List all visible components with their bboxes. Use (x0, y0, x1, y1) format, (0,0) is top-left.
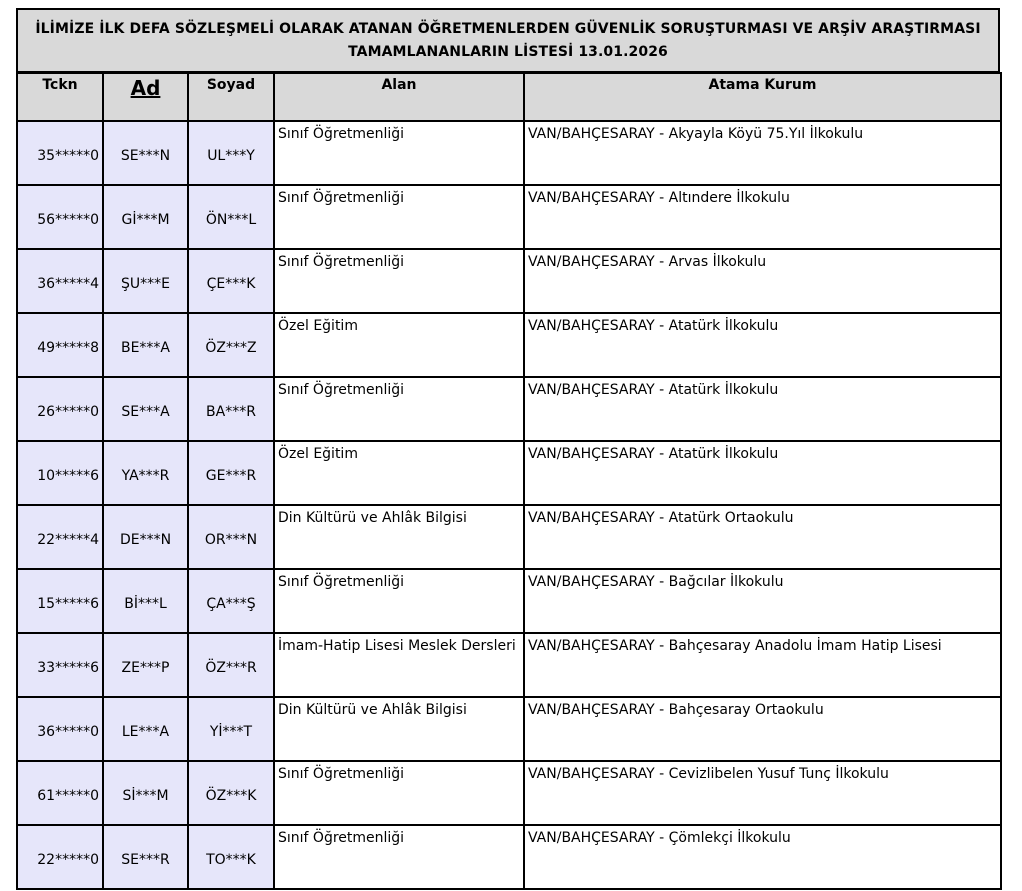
cell-alan: Özel Eğitim (274, 313, 524, 377)
cell-soyad: ÖZ***K (188, 761, 274, 825)
table-row (17, 185, 1001, 249)
cell-tckn: 36*****4 (17, 249, 103, 313)
cell-atama-kurum: VAN/BAHÇESARAY - Akyayla Köyü 75.Yıl İlkokulu (524, 121, 1001, 185)
cell-alan: Din Kültürü ve Ahlâk Bilgisi (274, 697, 524, 761)
teacher-list-table (16, 72, 1002, 890)
cell-ad: SE***A (103, 377, 188, 441)
table-row (17, 505, 1001, 569)
document-title (16, 8, 1000, 72)
cell-soyad: TO***K (188, 825, 274, 889)
cell-ad: Gİ***M (103, 185, 188, 249)
cell-soyad: GE***R (188, 441, 274, 505)
cell-atama-kurum: VAN/BAHÇESARAY - Atatürk Ortaokulu (524, 505, 1001, 569)
table-row (17, 377, 1001, 441)
header-soyad: Soyad (188, 73, 274, 121)
cell-atama-kurum: VAN/BAHÇESARAY - Çömlekçi İlkokulu (524, 825, 1001, 889)
cell-atama-kurum: VAN/BAHÇESARAY - Arvas İlkokulu (524, 249, 1001, 313)
cell-atama-kurum: VAN/BAHÇESARAY - Bağcılar İlkokulu (524, 569, 1001, 633)
cell-soyad: ÖN***L (188, 185, 274, 249)
title-line-1: İLİMİZE İLK DEFA SÖZLEŞMELİ OLARAK ATANAN ÖĞRETMENLERDEN GÜVENLİK SORUŞTURMASI VE ARŞİV ARAŞTIRMASI (35, 20, 981, 37)
cell-alan: Sınıf Öğretmenliği (274, 249, 524, 313)
cell-alan: Din Kültürü ve Ahlâk Bilgisi (274, 505, 524, 569)
cell-atama-kurum: VAN/BAHÇESARAY - Bahçesaray Ortaokulu (524, 697, 1001, 761)
cell-atama-kurum: VAN/BAHÇESARAY - Atatürk İlkokulu (524, 377, 1001, 441)
cell-atama-kurum: VAN/BAHÇESARAY - Atatürk İlkokulu (524, 313, 1001, 377)
cell-tckn: 22*****4 (17, 505, 103, 569)
cell-atama-kurum: VAN/BAHÇESARAY - Bahçesaray Anadolu İmam Hatip Lisesi (524, 633, 1001, 697)
cell-soyad: UL***Y (188, 121, 274, 185)
cell-soyad: ÇA***Ş (188, 569, 274, 633)
cell-tckn: 26*****0 (17, 377, 103, 441)
cell-tckn: 10*****6 (17, 441, 103, 505)
document-sheet (16, 8, 1000, 890)
cell-tckn: 22*****0 (17, 825, 103, 889)
cell-ad: DE***N (103, 505, 188, 569)
cell-alan: Sınıf Öğretmenliği (274, 377, 524, 441)
cell-atama-kurum: VAN/BAHÇESARAY - Atatürk İlkokulu (524, 441, 1001, 505)
title-line-2: TAMAMLANANLARIN LİSTESİ 13.01.2026 (348, 43, 668, 60)
cell-tckn: 33*****6 (17, 633, 103, 697)
cell-alan: Sınıf Öğretmenliği (274, 761, 524, 825)
table-row (17, 825, 1001, 889)
header-tckn: Tckn (17, 73, 103, 121)
cell-ad: SE***R (103, 825, 188, 889)
table-row (17, 761, 1001, 825)
cell-tckn: 61*****0 (17, 761, 103, 825)
table-header-row (17, 73, 1001, 121)
table-row (17, 121, 1001, 185)
cell-tckn: 36*****0 (17, 697, 103, 761)
cell-alan: İmam-Hatip Lisesi Meslek Dersleri (274, 633, 524, 697)
cell-ad: SE***N (103, 121, 188, 185)
cell-alan: Sınıf Öğretmenliği (274, 121, 524, 185)
cell-alan: Sınıf Öğretmenliği (274, 825, 524, 889)
cell-atama-kurum: VAN/BAHÇESARAY - Altındere İlkokulu (524, 185, 1001, 249)
table-row (17, 313, 1001, 377)
cell-atama-kurum: VAN/BAHÇESARAY - Cevizlibelen Yusuf Tunç İlkokulu (524, 761, 1001, 825)
cell-soyad: Yİ***T (188, 697, 274, 761)
header-alan: Alan (274, 73, 524, 121)
header-ad: Ad (103, 73, 188, 121)
cell-ad: ZE***P (103, 633, 188, 697)
table-row (17, 249, 1001, 313)
table-row (17, 441, 1001, 505)
header-atama-kurum: Atama Kurum (524, 73, 1001, 121)
cell-ad: ŞU***E (103, 249, 188, 313)
cell-tckn: 35*****0 (17, 121, 103, 185)
cell-tckn: 49*****8 (17, 313, 103, 377)
cell-ad: Sİ***M (103, 761, 188, 825)
cell-tckn: 56*****0 (17, 185, 103, 249)
cell-soyad: OR***N (188, 505, 274, 569)
cell-soyad: BA***R (188, 377, 274, 441)
cell-ad: YA***R (103, 441, 188, 505)
cell-soyad: ÖZ***Z (188, 313, 274, 377)
table-row (17, 697, 1001, 761)
cell-ad: Bİ***L (103, 569, 188, 633)
cell-alan: Özel Eğitim (274, 441, 524, 505)
table-row (17, 569, 1001, 633)
cell-soyad: ÖZ***R (188, 633, 274, 697)
cell-alan: Sınıf Öğretmenliği (274, 569, 524, 633)
cell-alan: Sınıf Öğretmenliği (274, 185, 524, 249)
cell-soyad: ÇE***K (188, 249, 274, 313)
cell-tckn: 15*****6 (17, 569, 103, 633)
cell-ad: BE***A (103, 313, 188, 377)
cell-ad: LE***A (103, 697, 188, 761)
table-row (17, 633, 1001, 697)
